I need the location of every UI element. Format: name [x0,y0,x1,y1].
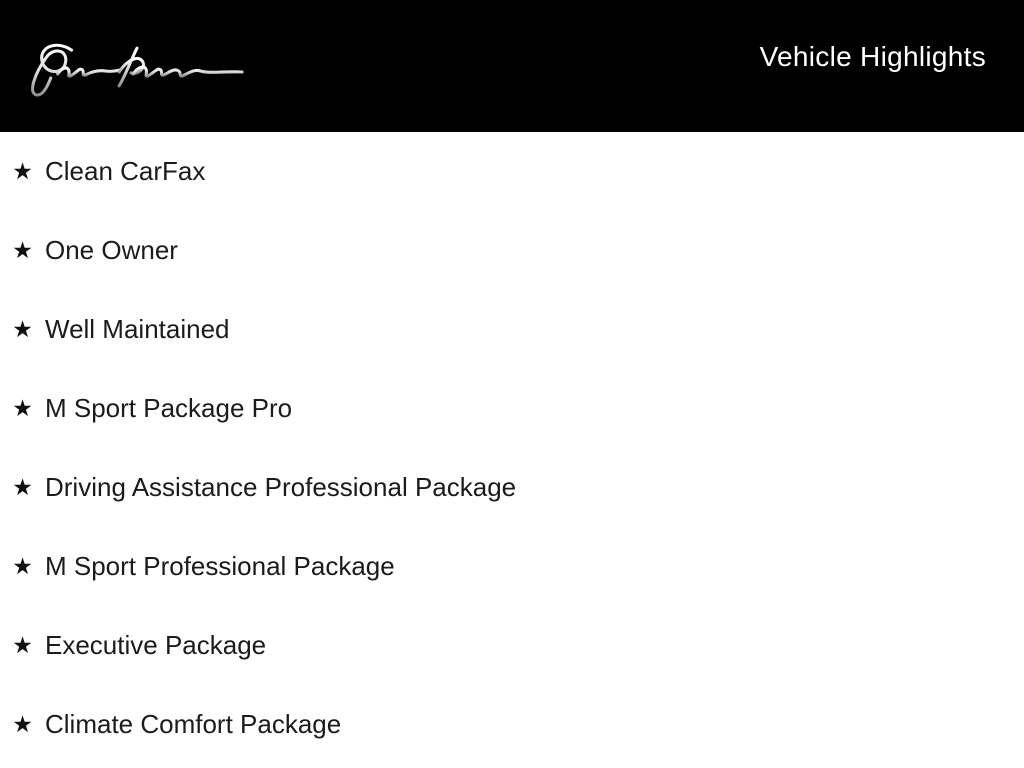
star-icon: ★ [12,316,33,343]
list-item [12,527,1024,606]
star-icon: ★ [12,395,33,422]
page-title: Vehicle Highlights [759,41,986,72]
list-item-label: Clean CarFax [45,155,206,186]
star-icon: ★ [12,553,33,580]
list-item [12,290,1024,369]
list-item [12,369,1024,448]
list-item [12,606,1024,685]
list-item-label: M Sport Package Pro [45,392,293,423]
list-item-label: Executive Package [45,629,267,660]
list-item-label: Climate Comfort Package [45,708,342,739]
star-icon: ★ [12,474,33,501]
jim-hudson-signature-icon [20,38,248,100]
list-item-label: Well Maintained [45,313,230,344]
star-icon: ★ [12,237,33,264]
list-item [12,132,1024,211]
highlights-list [0,132,1024,764]
star-icon: ★ [12,158,33,185]
list-item [12,685,1024,764]
star-icon: ★ [12,711,33,738]
list-item [12,448,1024,527]
list-item [12,211,1024,290]
jim-hudson-logo [20,38,248,105]
header-bar [0,0,1024,132]
list-item-label: M Sport Professional Package [45,550,395,581]
list-item-label: One Owner [45,234,178,265]
list-item-label: Driving Assistance Professional Package [45,471,517,502]
star-icon: ★ [12,632,33,659]
